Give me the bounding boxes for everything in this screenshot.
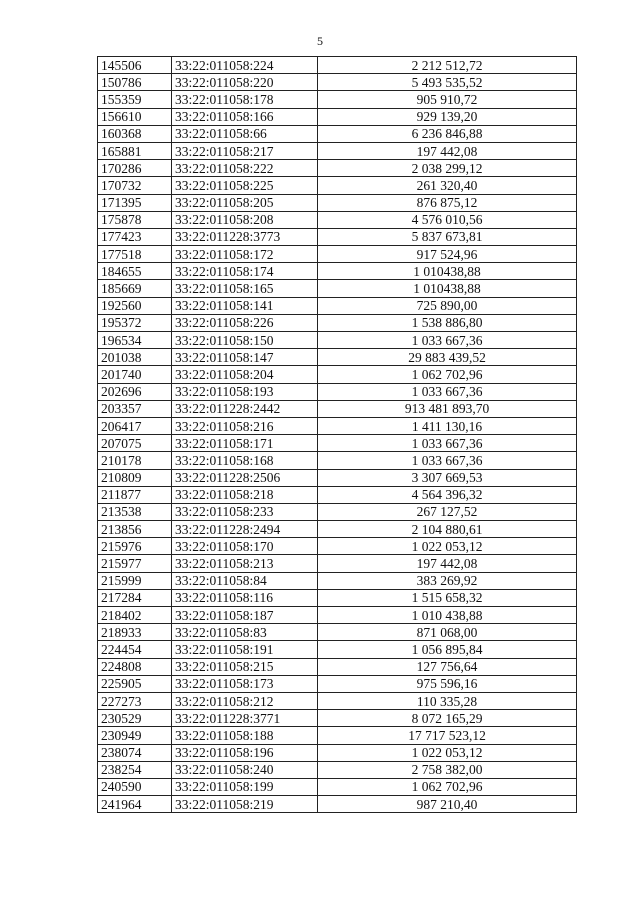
cadastral-number-cell: 33:22:011058:213 xyxy=(172,555,318,572)
cadastral-number-cell: 33:22:011228:2442 xyxy=(172,400,318,417)
cadastral-number-cell: 33:22:011058:212 xyxy=(172,692,318,709)
cadastral-value-cell: 261 320,40 xyxy=(318,177,577,194)
cadastral-number-cell: 33:22:011058:204 xyxy=(172,366,318,383)
cadastral-value-cell: 6 236 846,88 xyxy=(318,125,577,142)
cadastral-value-cell: 1 033 667,36 xyxy=(318,332,577,349)
row-id-cell: 196534 xyxy=(98,332,172,349)
cadastral-number-cell: 33:22:011058:188 xyxy=(172,727,318,744)
table-row xyxy=(98,211,577,228)
table-row xyxy=(98,641,577,658)
table-row xyxy=(98,91,577,108)
table-row xyxy=(98,280,577,297)
row-id-cell: 211877 xyxy=(98,486,172,503)
table-row xyxy=(98,435,577,452)
row-id-cell: 207075 xyxy=(98,435,172,452)
cadastral-number-cell: 33:22:011058:141 xyxy=(172,297,318,314)
row-id-cell: 170286 xyxy=(98,160,172,177)
cadastral-value-cell: 127 756,64 xyxy=(318,658,577,675)
table-row xyxy=(98,383,577,400)
cadastral-value-cell: 29 883 439,52 xyxy=(318,349,577,366)
cadastral-number-cell: 33:22:011058:226 xyxy=(172,314,318,331)
cadastral-value-cell: 383 269,92 xyxy=(318,572,577,589)
cadastral-number-cell: 33:22:011058:224 xyxy=(172,57,318,74)
table-row xyxy=(98,469,577,486)
cadastral-value-cell: 2 038 299,12 xyxy=(318,160,577,177)
row-id-cell: 225905 xyxy=(98,675,172,692)
cadastral-value-cell: 917 524,96 xyxy=(318,246,577,263)
row-id-cell: 160368 xyxy=(98,125,172,142)
row-id-cell: 201740 xyxy=(98,366,172,383)
table-row xyxy=(98,658,577,675)
table-row xyxy=(98,228,577,245)
table-row xyxy=(98,710,577,727)
row-id-cell: 170732 xyxy=(98,177,172,194)
cadastral-value-cell: 987 210,40 xyxy=(318,796,577,813)
row-id-cell: 177518 xyxy=(98,246,172,263)
row-id-cell: 195372 xyxy=(98,314,172,331)
cadastral-number-cell: 33:22:011058:172 xyxy=(172,246,318,263)
cadastral-number-cell: 33:22:011058:208 xyxy=(172,211,318,228)
cadastral-value-cell: 1 010438,88 xyxy=(318,280,577,297)
table-row xyxy=(98,160,577,177)
row-id-cell: 175878 xyxy=(98,211,172,228)
row-id-cell: 240590 xyxy=(98,778,172,795)
cadastral-number-cell: 33:22:011228:3771 xyxy=(172,710,318,727)
row-id-cell: 165881 xyxy=(98,142,172,159)
row-id-cell: 215999 xyxy=(98,572,172,589)
table-row xyxy=(98,555,577,572)
row-id-cell: 230949 xyxy=(98,727,172,744)
row-id-cell: 206417 xyxy=(98,417,172,434)
table-row xyxy=(98,675,577,692)
cadastral-value-cell: 5 493 535,52 xyxy=(318,74,577,91)
cadastral-value-cell: 17 717 523,12 xyxy=(318,727,577,744)
cadastral-number-cell: 33:22:011058:187 xyxy=(172,607,318,624)
cadastral-value-cell: 1 022 053,12 xyxy=(318,744,577,761)
row-id-cell: 171395 xyxy=(98,194,172,211)
cadastral-value-cell: 725 890,00 xyxy=(318,297,577,314)
cadastral-number-cell: 33:22:011058:196 xyxy=(172,744,318,761)
cadastral-value-cell: 871 068,00 xyxy=(318,624,577,641)
cadastral-value-cell: 4 576 010,56 xyxy=(318,211,577,228)
cadastral-value-cell: 975 596,16 xyxy=(318,675,577,692)
cadastral-number-cell: 33:22:011058:222 xyxy=(172,160,318,177)
row-id-cell: 224808 xyxy=(98,658,172,675)
cadastral-value-table xyxy=(97,56,577,813)
cadastral-number-cell: 33:22:011058:84 xyxy=(172,572,318,589)
row-id-cell: 217284 xyxy=(98,589,172,606)
row-id-cell: 184655 xyxy=(98,263,172,280)
cadastral-number-cell: 33:22:011058:233 xyxy=(172,503,318,520)
cadastral-value-cell: 905 910,72 xyxy=(318,91,577,108)
table-row xyxy=(98,125,577,142)
cadastral-value-cell: 2 104 880,61 xyxy=(318,521,577,538)
table-row xyxy=(98,607,577,624)
row-id-cell: 150786 xyxy=(98,74,172,91)
table-row xyxy=(98,778,577,795)
cadastral-number-cell: 33:22:011058:170 xyxy=(172,538,318,555)
cadastral-number-cell: 33:22:011058:219 xyxy=(172,796,318,813)
cadastral-number-cell: 33:22:011058:240 xyxy=(172,761,318,778)
table-body xyxy=(98,57,577,813)
table-row xyxy=(98,366,577,383)
table-row xyxy=(98,332,577,349)
table-row xyxy=(98,297,577,314)
row-id-cell: 202696 xyxy=(98,383,172,400)
cadastral-number-cell: 33:22:011058:173 xyxy=(172,675,318,692)
table-row xyxy=(98,452,577,469)
cadastral-number-cell: 33:22:011058:205 xyxy=(172,194,318,211)
cadastral-number-cell: 33:22:011058:217 xyxy=(172,142,318,159)
cadastral-value-cell: 5 837 673,81 xyxy=(318,228,577,245)
cadastral-number-cell: 33:22:011058:168 xyxy=(172,452,318,469)
table-row xyxy=(98,246,577,263)
cadastral-value-cell: 1 033 667,36 xyxy=(318,383,577,400)
row-id-cell: 177423 xyxy=(98,228,172,245)
table-row xyxy=(98,194,577,211)
row-id-cell: 210809 xyxy=(98,469,172,486)
table-row xyxy=(98,727,577,744)
cadastral-value-cell: 8 072 165,29 xyxy=(318,710,577,727)
cadastral-value-cell: 197 442,08 xyxy=(318,142,577,159)
page-number: 5 xyxy=(317,34,323,48)
table-row xyxy=(98,314,577,331)
cadastral-value-cell: 1 033 667,36 xyxy=(318,435,577,452)
cadastral-number-cell: 33:22:011058:171 xyxy=(172,435,318,452)
row-id-cell: 238254 xyxy=(98,761,172,778)
cadastral-value-cell: 913 481 893,70 xyxy=(318,400,577,417)
cadastral-number-cell: 33:22:011058:66 xyxy=(172,125,318,142)
cadastral-value-cell: 929 139,20 xyxy=(318,108,577,125)
row-id-cell: 145506 xyxy=(98,57,172,74)
table-row xyxy=(98,572,577,589)
table-row xyxy=(98,57,577,74)
cadastral-value-cell: 110 335,28 xyxy=(318,692,577,709)
table-row xyxy=(98,108,577,125)
table-row xyxy=(98,744,577,761)
cadastral-number-cell: 33:22:011228:2494 xyxy=(172,521,318,538)
cadastral-value-cell: 1 010438,88 xyxy=(318,263,577,280)
cadastral-number-cell: 33:22:011058:83 xyxy=(172,624,318,641)
cadastral-number-cell: 33:22:011058:225 xyxy=(172,177,318,194)
cadastral-value-cell: 1 062 702,96 xyxy=(318,778,577,795)
row-id-cell: 227273 xyxy=(98,692,172,709)
cadastral-value-cell: 1 062 702,96 xyxy=(318,366,577,383)
cadastral-number-cell: 33:22:011058:147 xyxy=(172,349,318,366)
table-row xyxy=(98,177,577,194)
cadastral-number-cell: 33:22:011058:193 xyxy=(172,383,318,400)
cadastral-number-cell: 33:22:011058:191 xyxy=(172,641,318,658)
table-row xyxy=(98,796,577,813)
cadastral-value-cell: 1 515 658,32 xyxy=(318,589,577,606)
table-row xyxy=(98,692,577,709)
row-id-cell: 215977 xyxy=(98,555,172,572)
cadastral-value-cell: 876 875,12 xyxy=(318,194,577,211)
row-id-cell: 213856 xyxy=(98,521,172,538)
table-row xyxy=(98,761,577,778)
cadastral-value-cell: 267 127,52 xyxy=(318,503,577,520)
row-id-cell: 218402 xyxy=(98,607,172,624)
row-id-cell: 241964 xyxy=(98,796,172,813)
cadastral-value-cell: 3 307 669,53 xyxy=(318,469,577,486)
row-id-cell: 224454 xyxy=(98,641,172,658)
table-row xyxy=(98,589,577,606)
cadastral-number-cell: 33:22:011058:218 xyxy=(172,486,318,503)
cadastral-value-cell: 1 033 667,36 xyxy=(318,452,577,469)
table-row xyxy=(98,400,577,417)
cadastral-value-cell: 1 538 886,80 xyxy=(318,314,577,331)
cadastral-number-cell: 33:22:011058:220 xyxy=(172,74,318,91)
cadastral-number-cell: 33:22:011058:199 xyxy=(172,778,318,795)
row-id-cell: 238074 xyxy=(98,744,172,761)
row-id-cell: 155359 xyxy=(98,91,172,108)
cadastral-number-cell: 33:22:011228:3773 xyxy=(172,228,318,245)
cadastral-number-cell: 33:22:011058:216 xyxy=(172,417,318,434)
row-id-cell: 203357 xyxy=(98,400,172,417)
cadastral-number-cell: 33:22:011228:2506 xyxy=(172,469,318,486)
row-id-cell: 210178 xyxy=(98,452,172,469)
cadastral-number-cell: 33:22:011058:174 xyxy=(172,263,318,280)
row-id-cell: 218933 xyxy=(98,624,172,641)
table-row xyxy=(98,521,577,538)
row-id-cell: 215976 xyxy=(98,538,172,555)
table-row xyxy=(98,263,577,280)
cadastral-number-cell: 33:22:011058:116 xyxy=(172,589,318,606)
cadastral-number-cell: 33:22:011058:178 xyxy=(172,91,318,108)
row-id-cell: 230529 xyxy=(98,710,172,727)
row-id-cell: 156610 xyxy=(98,108,172,125)
cadastral-number-cell: 33:22:011058:150 xyxy=(172,332,318,349)
cadastral-value-cell: 1 022 053,12 xyxy=(318,538,577,555)
cadastral-number-cell: 33:22:011058:215 xyxy=(172,658,318,675)
table-row xyxy=(98,349,577,366)
cadastral-number-cell: 33:22:011058:165 xyxy=(172,280,318,297)
cadastral-value-cell: 2 758 382,00 xyxy=(318,761,577,778)
table-row xyxy=(98,142,577,159)
row-id-cell: 185669 xyxy=(98,280,172,297)
table-row xyxy=(98,503,577,520)
table-row xyxy=(98,538,577,555)
row-id-cell: 213538 xyxy=(98,503,172,520)
table-row xyxy=(98,74,577,91)
cadastral-value-cell: 2 212 512,72 xyxy=(318,57,577,74)
cadastral-value-cell: 1 411 130,16 xyxy=(318,417,577,434)
row-id-cell: 201038 xyxy=(98,349,172,366)
cadastral-number-cell: 33:22:011058:166 xyxy=(172,108,318,125)
cadastral-value-cell: 197 442,08 xyxy=(318,555,577,572)
cadastral-value-cell: 1 010 438,88 xyxy=(318,607,577,624)
table-row xyxy=(98,624,577,641)
table-row xyxy=(98,417,577,434)
table-row xyxy=(98,486,577,503)
cadastral-value-cell: 4 564 396,32 xyxy=(318,486,577,503)
row-id-cell: 192560 xyxy=(98,297,172,314)
cadastral-value-cell: 1 056 895,84 xyxy=(318,641,577,658)
